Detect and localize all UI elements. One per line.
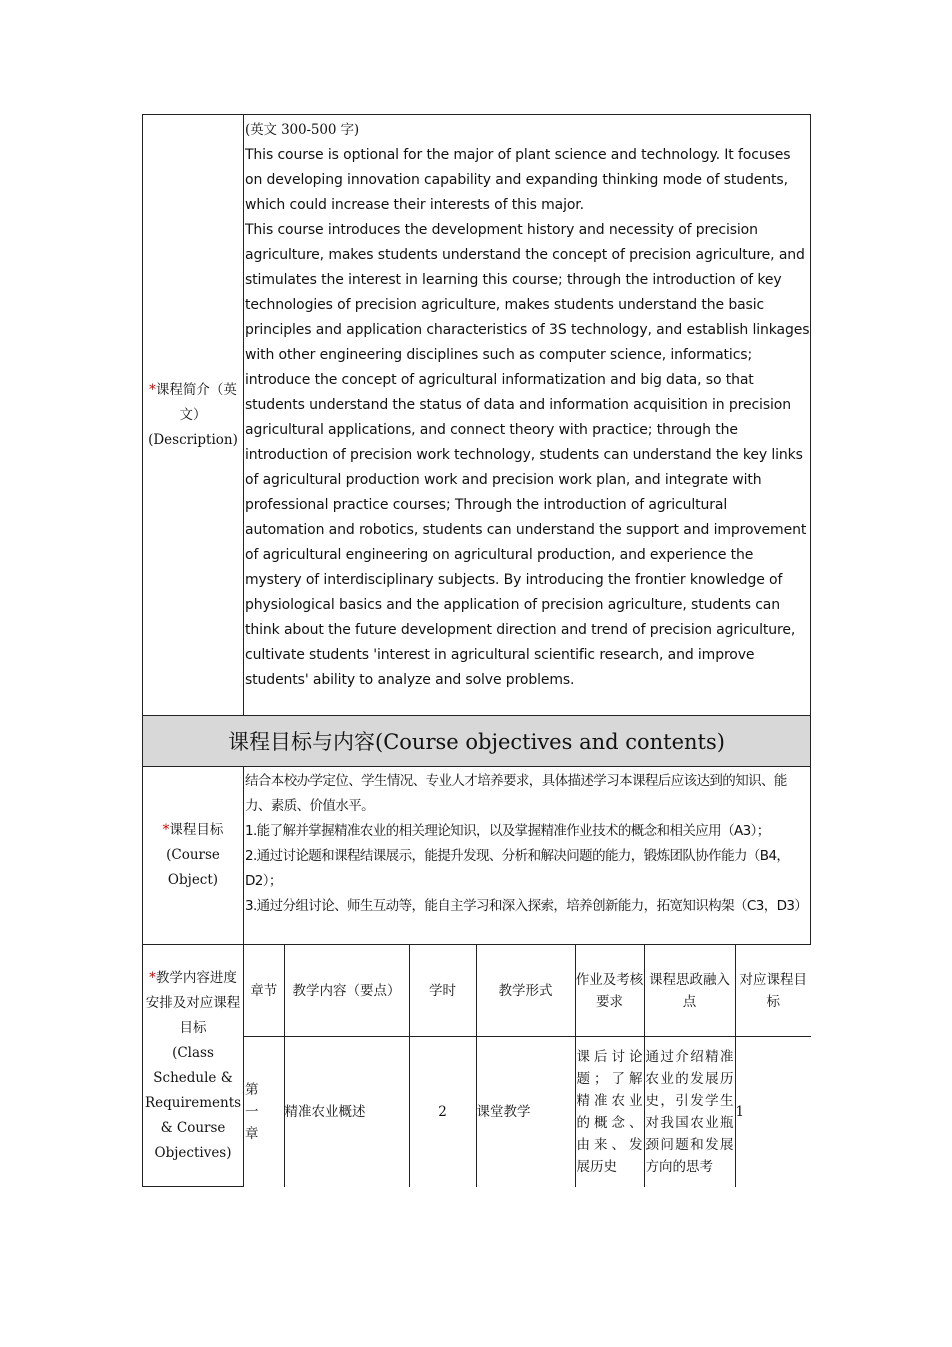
header-objective: 对应课程目标 [735, 945, 811, 1037]
objectives-text [244, 767, 811, 945]
objective-3: 3.通过分组讨论、师生互动等，能自主学习和深入探索，培养创新能力，拓宽知识构架（C3，D3） [245, 898, 808, 914]
header-chapter: 章节 [244, 945, 284, 1037]
schedule-label [143, 945, 244, 1187]
objectives-intro: 结合本校办学定位、学生情况、专业人才培养要求，具体描述学习本课程后应该达到的知识、能力、素质、价值水平。 [245, 773, 787, 814]
form-cell: 课堂教学 [476, 1037, 575, 1187]
description-label-en: (Description) [148, 431, 238, 448]
course-document [142, 114, 810, 1187]
description-label [143, 115, 244, 716]
objectives-row [143, 767, 811, 945]
description-note: (英文 300-500 字) [245, 122, 360, 138]
description-paragraph-2: This course introduces the development history and necessity of precision agriculture, makes students understand the concept of precision agriculture, and stimulates the interest in learning this course; through the introduction of key technologies of precision agriculture, makes students understand the basic principles and application characteristics of 3S technology, and establish linkages with other engineering disciplines such as computer science, informatics; introduce the concept of agricultural informatization and big data, so that students understand the status of data and information acquisition in precision agricultural applications, and connect theory with practice; through the introduction of precision work technology, students can understand the key links of agricultural production work and precision work plan, and integrate with professional practice courses; Through the introduction of agricultural automation and robotics, students can understand the support and improvement of agricultural engineering on agricultural production, and experience the mystery of interdisciplinary subjects. By introducing the frontier knowledge of physiological basics and the application of precision agriculture, students can think about the future development direction and trend of precision agriculture, cultivate students 'interest in agricultural scientific research, and improve students' ability to analyze and solve problems. [245, 222, 810, 688]
section-title [143, 716, 811, 767]
section-header-row [143, 716, 811, 767]
assignment-cell: 课后讨论题；了解精准农业的概念、由来、发展历史 [575, 1037, 644, 1187]
schedule-label-en: (Class Schedule & Requirements & Course Objectives) [145, 1044, 242, 1161]
header-hours: 学时 [409, 945, 476, 1037]
schedule-row [143, 945, 811, 1187]
objective-1: 1.能了解并掌握精准农业的相关理论知识，以及掌握精准作业技术的概念和相关应用（A3）； [245, 823, 770, 839]
schedule-table [244, 945, 811, 1187]
chapter-cell: 第一章 [244, 1037, 284, 1187]
description-row [143, 115, 811, 716]
required-marker: * [149, 969, 156, 986]
objectives-label-cn: 课程目标 [169, 822, 224, 838]
objectives-label-en: (Course Object) [166, 847, 220, 888]
description-paragraph-1: This course is optional for the major of plant science and technology. It focuses on developing innovation capability and expanding thinking mode of students, which could increase their interests of this major. [245, 147, 791, 213]
objectives-label [143, 767, 244, 945]
header-content: 教学内容（要点） [284, 945, 409, 1037]
objective-2: 2.通过讨论题和课程结课展示，能提升发现、分析和解决问题的能力，锻炼团队协作能力（B4，D2）； [245, 848, 790, 889]
required-marker: * [162, 822, 170, 838]
schedule-data-row [244, 1037, 811, 1187]
section-title-en: (Course objectives and contents) [375, 730, 725, 754]
hours-cell: 2 [409, 1037, 476, 1187]
description-text [244, 115, 811, 716]
content-cell: 精准农业概述 [284, 1037, 409, 1187]
schedule-label-cn: 教学内容进度安排及对应课程目标 [145, 969, 241, 1036]
schedule-header-row [244, 945, 811, 1037]
required-marker: * [149, 381, 156, 398]
section-title-cn: 课程目标与内容 [228, 730, 376, 754]
header-ideology: 课程思政融入点 [644, 945, 735, 1037]
description-label-cn: 课程简介（英文） [155, 381, 237, 423]
objective-cell: 1 [735, 1037, 811, 1187]
schedule-container [244, 945, 811, 1187]
course-table [142, 114, 811, 1187]
ideology-cell: 通过介绍精准农业的发展历史，引发学生对我国农业瓶颈问题和发展方向的思考 [644, 1037, 735, 1187]
header-form: 教学形式 [476, 945, 575, 1037]
header-assignment: 作业及考核要求 [575, 945, 644, 1037]
